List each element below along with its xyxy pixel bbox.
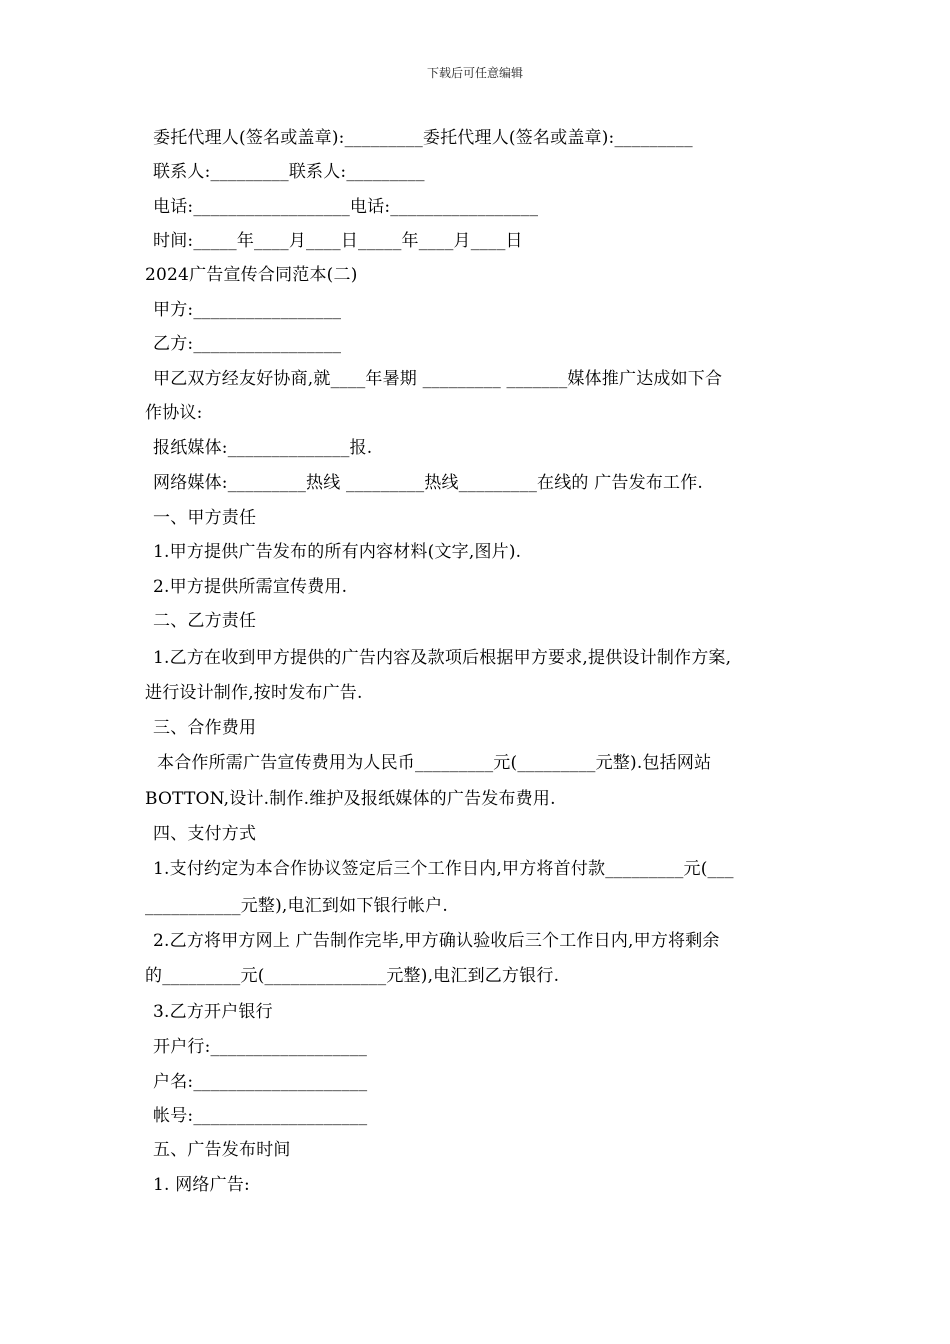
phone-line: 电话:__________________电话:_________________ [153,197,539,217]
party-a-duty-1: 1.甲方提供广告发布的所有内容材料(文字,图片). [153,542,522,562]
payment-term-2: 2.乙方将甲方网上 广告制作完毕,甲方确认验收后三个工作日内,甲方将剩余 [153,931,720,951]
payment-term-1-cont: ___________元整),电汇到如下银行帐户. [145,896,448,916]
section-heading-party-a: 一、甲方责任 [153,508,257,528]
newspaper-media-line: 报纸媒体:______________报. [153,438,373,458]
contract-title: 2024广告宣传合同范本(二) [145,265,358,285]
proxy-signature-line: 委托代理人(签名或盖章):_________委托代理人(签名或盖章):_________ [153,128,693,148]
contact-line: 联系人:_________联系人:_________ [153,162,425,182]
section-heading-fees: 三、合作费用 [153,718,257,738]
fees-line-2: BOTTON,设计.制作.维护及报纸媒体的广告发布费用. [145,789,556,809]
party-a-duty-2: 2.甲方提供所需宣传费用. [153,577,348,597]
section-heading-party-b: 二、乙方责任 [153,611,257,631]
agreement-intro-line-2: 作协议: [145,403,203,423]
date-line: 时间:_____年____月____日_____年____月____日 [153,231,523,251]
party-a-line: 甲方:_________________ [153,300,342,320]
party-b-line: 乙方:_________________ [153,334,342,354]
agreement-intro-line-1: 甲乙双方经友好协商,就____年暑期 _________ _______媒体推广达成如下合 [153,369,723,389]
section-heading-schedule: 五、广告发布时间 [153,1140,291,1160]
account-name-line: 户名:____________________ [153,1072,368,1092]
bank-branch-line: 开户行:__________________ [153,1037,368,1057]
account-number-line: 帐号:____________________ [153,1106,368,1126]
payment-term-3: 3.乙方开户银行 [153,1002,273,1022]
online-media-line: 网络媒体:_________热线 _________热线_________在线的 广告发布工作. [153,473,704,493]
fees-line-1: 本合作所需广告宣传费用为人民币_________元(_________元整).包括网站 [157,753,712,773]
party-b-duty-1-cont: 进行设计制作,按时发布广告. [145,683,363,703]
party-b-duty-1: 1.乙方在收到甲方提供的广告内容及款项后根据甲方要求,提供设计制作方案, [153,648,732,668]
payment-term-1: 1.支付约定为本合作协议签定后三个工作日内,甲方将首付款_________元(___ [153,859,734,879]
payment-term-2-cont: 的_________元(______________元整),电汇到乙方银行. [145,966,560,986]
section-heading-payment: 四、支付方式 [153,824,257,844]
header-note: 下载后可任意编辑 [426,66,523,80]
online-ad-item: 1. 网络广告: [153,1175,250,1195]
